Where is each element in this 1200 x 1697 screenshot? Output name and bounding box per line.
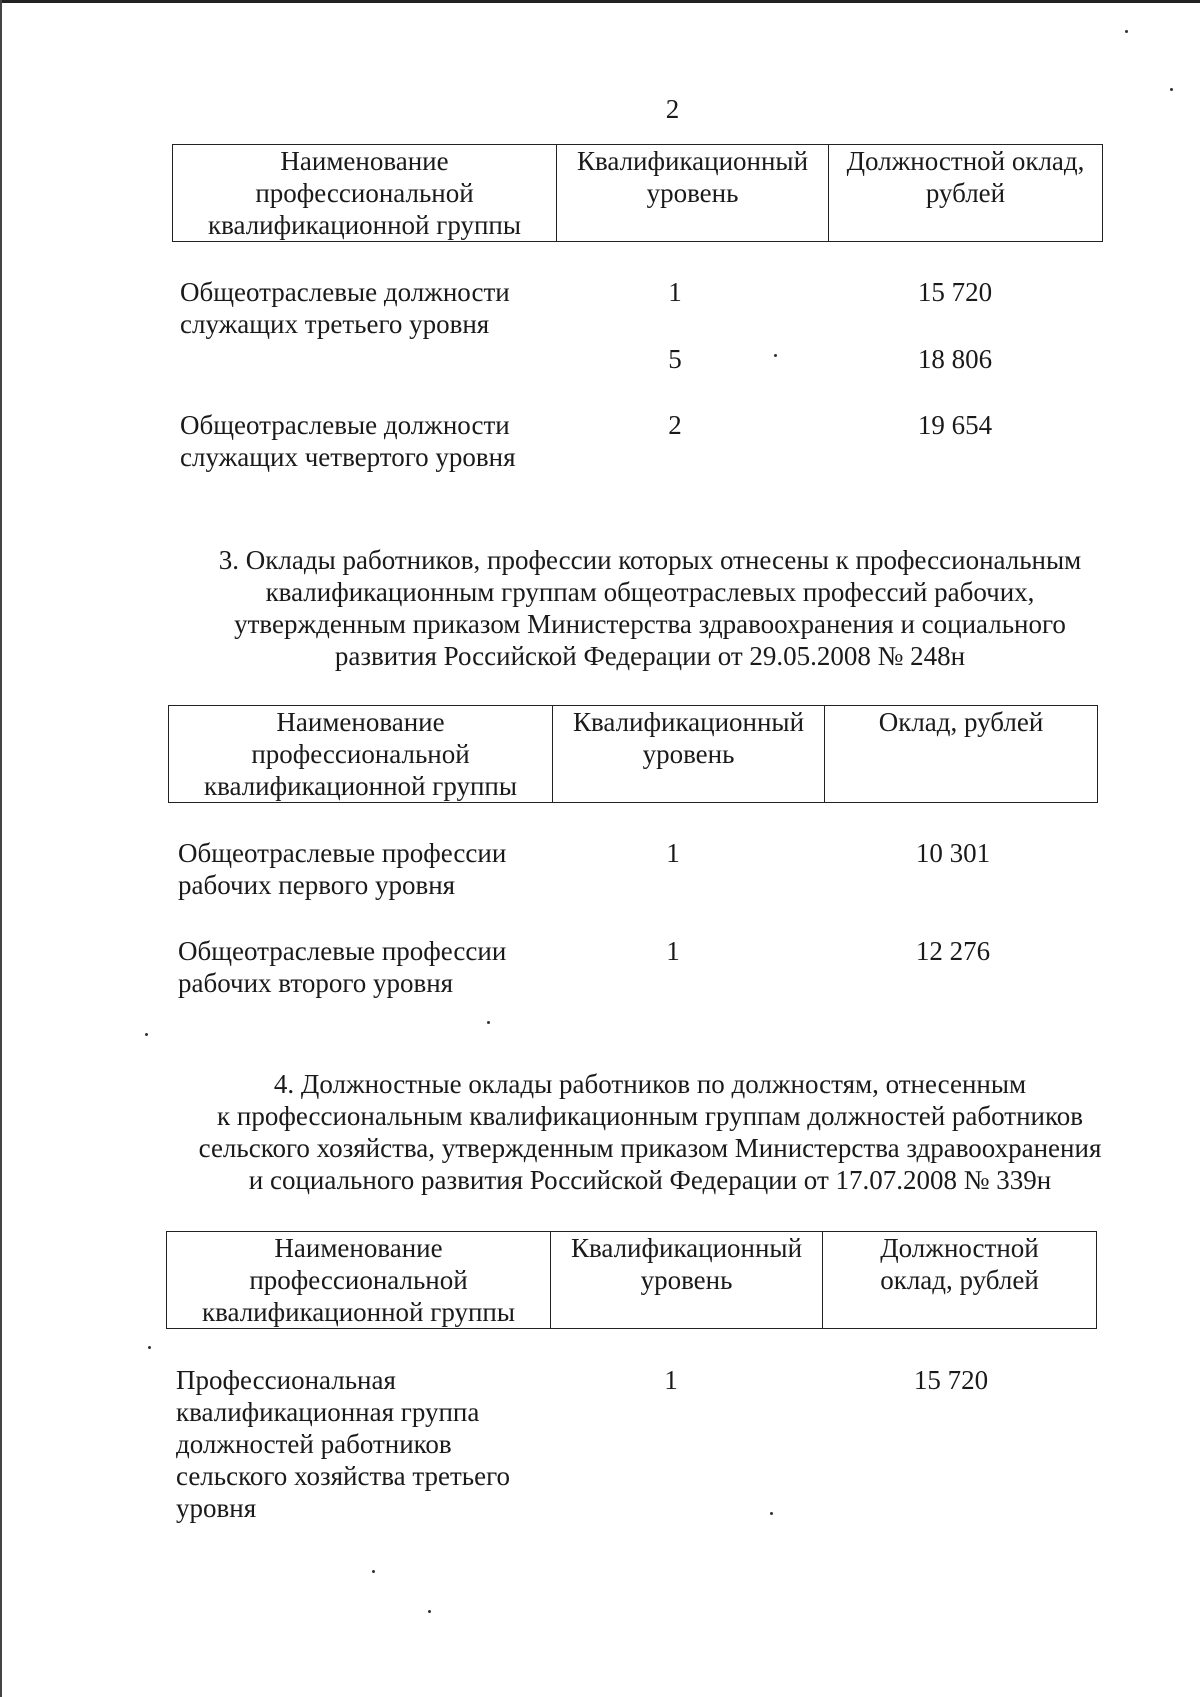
- header-group-name: Наименование профессиональной квалификационной группы: [169, 706, 553, 803]
- header-salary: Должностной оклад, рублей: [829, 145, 1103, 242]
- table3-header: [166, 1231, 1097, 1329]
- header-level: Квалификационный уровень: [553, 706, 825, 803]
- scan-speck: [148, 1346, 151, 1349]
- row-salary: 12 276: [915, 936, 991, 966]
- scan-speck: [372, 1570, 375, 1573]
- scan-speck: [1125, 30, 1128, 33]
- scan-speck: [774, 354, 777, 357]
- row-group: Общеотраслевые должности служащих третьего уровня: [180, 277, 510, 339]
- row-salary: 18 806: [917, 344, 993, 374]
- row-level: 1: [666, 936, 680, 966]
- table2-header: [168, 705, 1098, 803]
- page-border-top: [0, 0, 1200, 3]
- table1-header: [172, 144, 1103, 242]
- row-level: 1: [664, 1365, 678, 1395]
- row-salary: 19 654: [917, 410, 993, 440]
- section4-heading: 4. Должностные оклады работников по должностям, отнесенным к профессиональным квалификационным группам должностей работников сельского хозяйства, утвержденным приказом Министерства здравоохранения и социального развития Российской Федерации от 17.07.2008 № 339н: [198, 1069, 1102, 1195]
- header-group-name: Наименование профессиональной квалификационной группы: [173, 145, 557, 242]
- scan-speck: [145, 1033, 148, 1036]
- row-level: 2: [668, 410, 682, 440]
- scan-speck: [1170, 88, 1173, 91]
- row-group: Профессиональная квалификационная группа должностей работников сельского хозяйства третьего уровня: [176, 1365, 510, 1523]
- row-salary: 10 301: [915, 838, 991, 868]
- row-level: 1: [666, 838, 680, 868]
- header-group-name: Наименование профессиональной квалификационной группы: [167, 1232, 551, 1329]
- row-group: Общеотраслевые профессии рабочих второго уровня: [178, 936, 507, 998]
- row-group: Общеотраслевые должности служащих четвертого уровня: [180, 410, 516, 472]
- row-level: 1: [668, 277, 682, 307]
- page-number: 2: [665, 94, 680, 124]
- scan-speck: [487, 1021, 490, 1024]
- section3-heading: 3. Оклады работников, профессии которых отнесены к профессиональным квалификационным группам общеотраслевых профессий рабочих, утвержденным приказом Министерства здравоохранения и социального развития Российской Федерации от 29.05.2008 № 248н: [218, 545, 1082, 671]
- header-salary: Оклад, рублей: [825, 706, 1098, 803]
- scan-speck: [428, 1610, 431, 1613]
- scan-speck: [770, 1512, 773, 1515]
- header-salary: Должностной оклад, рублей: [823, 1232, 1097, 1329]
- row-level: 5: [668, 344, 682, 374]
- header-level: Квалификационный уровень: [557, 145, 829, 242]
- page-border-left: [0, 0, 2, 1697]
- header-level: Квалификационный уровень: [551, 1232, 823, 1329]
- row-group: Общеотраслевые профессии рабочих первого уровня: [178, 838, 507, 900]
- row-salary: 15 720: [913, 1365, 989, 1395]
- row-salary: 15 720: [917, 277, 993, 307]
